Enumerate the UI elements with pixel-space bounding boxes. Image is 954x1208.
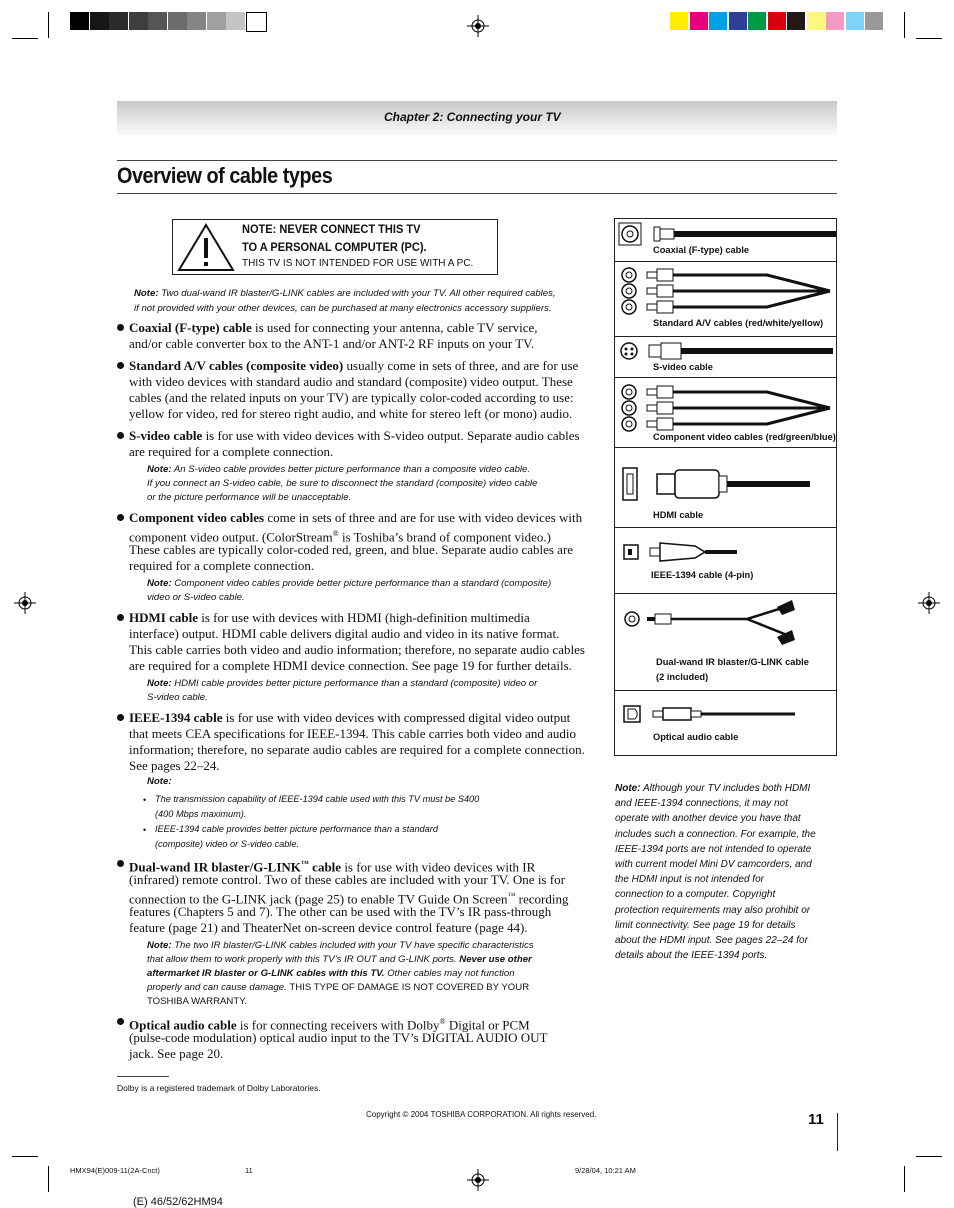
svideo-note-line2: If you connect an S-video cable, be sure to disconnect the standard (composite) video cable	[147, 478, 538, 489]
optical-line3: jack. See page 20.	[129, 1046, 224, 1061]
ieee-note-bullet: •	[143, 825, 147, 835]
slug-page: 11	[245, 1166, 253, 1175]
component-line3: These cables are typically color-coded red, green, and blue. Separate audio cables are	[129, 542, 574, 557]
glink-note-line5: TOSHIBA WARRANTY.	[147, 996, 248, 1007]
side-note-line: protection requirements may also prohibit or	[615, 904, 811, 916]
gray-swatch	[246, 12, 267, 32]
av-line3: cables (and the related inputs on your TV) are typically color-coded according to use:	[129, 390, 574, 405]
color-swatch	[670, 12, 688, 30]
title-rule-top	[117, 160, 837, 161]
panel-divider	[615, 593, 837, 594]
gray-swatch	[70, 12, 89, 30]
component-line4: required for a complete connection.	[129, 558, 315, 573]
hdmi-note: Note: HDMI cable provides better picture performance than a standard (composite) video or	[147, 678, 538, 689]
ieee-note-item1: The transmission capability of IEEE-1394 cable used with this TV must be S400	[155, 794, 480, 804]
registration-mark-icon	[467, 1169, 489, 1191]
glink-line1: Dual-wand IR blaster/G-LINK™ cable is for use with video devices with IR	[129, 859, 536, 875]
page-title: Overview of cable types	[117, 163, 333, 188]
svideo-cable-icon	[617, 340, 837, 362]
component-note: Note: Component video cables provide better picture performance than a standard (composite)	[147, 578, 552, 589]
side-note-line: about the HDMI input. See pages 22–24 for	[615, 935, 808, 947]
color-swatch	[729, 12, 747, 30]
cable-label-hdmi: HDMI cable	[653, 510, 704, 520]
side-note-line: includes such a connection. For example, the	[615, 828, 816, 840]
ieee-note-label: Note:	[147, 776, 172, 787]
side-note	[615, 781, 841, 963]
ieee-note-bullet: •	[143, 795, 147, 805]
panel-divider	[615, 261, 837, 262]
gray-swatch	[207, 12, 226, 30]
bullet-icon	[117, 614, 124, 621]
av-cables-icon	[617, 264, 837, 318]
svideo-note-line3: or the picture performance will be unacceptable.	[147, 492, 352, 503]
color-swatch	[807, 12, 825, 30]
warning-triangle-icon	[177, 223, 235, 272]
color-swatch	[768, 12, 786, 30]
side-note-line: and IEEE-1394 connections, it may not	[615, 798, 788, 810]
footnote: Dolby is a registered trademark of Dolby Laboratories.	[117, 1083, 321, 1093]
glink-note-line4: properly and can cause damage. THIS TYPE OF DAMAGE IS NOT COVERED BY YOUR	[147, 982, 530, 993]
bullet-icon	[117, 714, 124, 721]
ieee1394-cable-icon	[617, 540, 837, 566]
page-number: 11	[808, 1111, 824, 1128]
slug-file: HMX94(E)009-11(2A-Cnct)	[70, 1166, 160, 1175]
glink-note-line3: aftermarket IR blaster or G-LINK cables with this TV. Other cables may not function	[147, 968, 515, 979]
glink-note: Note: The two IR blaster/G-LINK cables included with your TV have specific characteristics	[147, 940, 534, 951]
svideo-note: Note: An S-video cable provides better picture performance than a composite video cable.	[147, 464, 531, 475]
side-note-line: IEEE-1394 ports are not intended to operate	[615, 843, 812, 855]
optical-line2: (pulse-code modulation) optical audio input to the TV’s DIGITAL AUDIO OUT	[129, 1030, 548, 1045]
coax-line1: Coaxial (F-type) cable is used for connecting your antenna, cable TV service,	[129, 320, 538, 335]
glink-line2: (infrared) remote control. Two of these cables are included with your TV. One is for	[129, 872, 565, 887]
gray-swatch	[90, 12, 109, 30]
color-swatch	[846, 12, 864, 30]
gray-swatch	[187, 12, 206, 30]
ieee-line2: that meets CEA specifications for IEEE-1394. This cable carries both video and audio	[129, 726, 577, 741]
glink-line5: feature (page 21) and TheaterNet on-screen device control feature (page 44).	[129, 920, 528, 935]
hdmi-line1: HDMI cable is for use with devices with HDMI (high-definition multimedia	[129, 610, 530, 625]
warning-heading-line1: NOTE: NEVER CONNECT THIS TV	[242, 222, 421, 236]
bullet-icon	[117, 362, 124, 369]
cable-label-av: Standard A/V cables (red/white/yellow)	[653, 318, 824, 328]
gray-swatch	[168, 12, 187, 30]
hdmi-line4: are required for a complete HDMI device connection. See page 19 for further details.	[129, 658, 572, 673]
panel-divider	[615, 336, 837, 337]
svideo-line1: S-video cable is for use with video devices with S-video output. Separate audio cables	[129, 428, 580, 443]
warning-subtext: THIS TV IS NOT INTENDED FOR USE WITH A PC.	[242, 258, 474, 269]
cable-label-coax: Coaxial (F-type) cable	[653, 245, 750, 255]
registration-mark-icon	[14, 592, 36, 614]
footnote-rule	[117, 1076, 169, 1077]
component-line1: Component video cables come in sets of three and are for use with video devices with	[129, 510, 583, 525]
side-note-line: connection to a computer. Copyright	[615, 889, 776, 901]
cable-label-glink: Dual-wand IR blaster/G-LINK cable	[656, 657, 809, 667]
side-note-line: Note: Although your TV includes both HDMI	[615, 783, 811, 794]
ieee-line4: See pages 22–24.	[129, 758, 220, 773]
bullet-icon	[117, 324, 124, 331]
glink-line4: features (Chapters 5 and 7). The other can be used with the TV’s IR pass-through	[129, 904, 552, 919]
registration-mark-icon	[918, 592, 940, 614]
intro-note: Note: Two dual-wand IR blaster/G-LINK cables are included with your TV. All other required cables,	[134, 288, 556, 299]
component-line2: component video output. (ColorStream® is Toshiba’s brand of component video.)	[129, 529, 551, 545]
side-note-line: details about the IEEE-1394 ports.	[615, 950, 768, 962]
slug-model: (E) 46/52/62HM94	[133, 1196, 223, 1208]
side-note-line: limit connectivity. See page 19 for details	[615, 919, 796, 931]
hdmi-note-line2: S-video cable.	[147, 692, 208, 703]
glink-note-line2: that allow them to work properly with this TV’s IR OUT and G-LINK ports. Never use other	[147, 954, 532, 965]
panel-divider	[615, 690, 837, 691]
component-cables-icon	[617, 381, 837, 435]
chapter-title: Chapter 2: Connecting your TV	[384, 110, 561, 124]
color-swatch	[690, 12, 708, 30]
gray-swatch	[226, 12, 245, 30]
ieee-line1: IEEE-1394 cable is for use with video devices with compressed digital video output	[129, 710, 571, 725]
av-line2: with video devices with standard audio and standard (composite) video output. These	[129, 374, 573, 389]
ieee-note-item1-line2: (400 Mbps maximum).	[155, 809, 247, 819]
component-note-line2: video or S-video cable.	[147, 592, 245, 603]
bullet-icon	[117, 432, 124, 439]
panel-divider	[615, 377, 837, 378]
warning-heading-line2: TO A PERSONAL COMPUTER (PC).	[242, 240, 427, 254]
page-number-rule	[837, 1113, 838, 1151]
bullet-icon	[117, 860, 124, 867]
glink-cable-icon	[617, 597, 837, 653]
panel-divider	[615, 527, 837, 528]
ieee-note-item2-line2: (composite) video or S-video cable.	[155, 839, 300, 849]
cable-label-ieee: IEEE-1394 cable (4-pin)	[651, 570, 754, 580]
optical-line1: Optical audio cable is for connecting receivers with Dolby® Digital or PCM	[129, 1017, 530, 1033]
gray-swatch	[148, 12, 167, 30]
side-note-line: with current model Mini DV camcorders, and	[615, 859, 812, 871]
av-line1: Standard A/V cables (composite video) usually come in sets of three, and are for use	[129, 358, 579, 373]
hdmi-cable-icon	[617, 462, 837, 506]
color-swatch	[748, 12, 766, 30]
intro-note-line2: if not provided with your other devices, can be purchased at many electronics accessory suppliers.	[134, 303, 552, 314]
ieee-line3: information; therefore, no separate audio cables are required for a complete connection.	[129, 742, 585, 757]
bullet-icon	[117, 514, 124, 521]
av-line4: yellow for video, red for stereo right audio, and white for stereo left (or mono) audio.	[129, 406, 573, 421]
hdmi-line2: interface) output. HDMI cable delivers digital audio and video in its native format.	[129, 626, 560, 641]
svideo-line2: are required for a complete connection.	[129, 444, 334, 459]
panel-divider	[615, 447, 837, 448]
color-swatch	[709, 12, 727, 30]
gray-swatch	[129, 12, 148, 30]
color-swatch	[787, 12, 805, 30]
color-swatch	[826, 12, 844, 30]
gray-swatch	[109, 12, 128, 30]
title-rule-bottom	[117, 193, 837, 194]
cable-label-component: Component video cables (red/green/blue)	[653, 432, 836, 442]
hdmi-line3: This cable carries both video and audio information; therefore, no separate audio cables	[129, 642, 585, 657]
cable-label-optical: Optical audio cable	[653, 732, 739, 742]
color-swatch	[865, 12, 883, 30]
registration-mark-icon	[467, 15, 489, 37]
coax-line2: and/or cable converter box to the ANT-1 and/or ANT-2 RF inputs on your TV.	[129, 336, 535, 351]
side-note-line: the HDMI input is not intended for	[615, 874, 764, 886]
bullet-icon	[117, 1018, 124, 1025]
cable-label-glink-line2: (2 included)	[656, 672, 709, 682]
side-note-line: operate with another device you have that	[615, 813, 801, 825]
ieee-note-item2: IEEE-1394 cable provides better picture performance than a standard	[155, 824, 438, 834]
optical-cable-icon	[617, 702, 837, 728]
cable-label-svideo: S-video cable	[653, 362, 713, 372]
copyright: Copyright © 2004 TOSHIBA CORPORATION. All rights reserved.	[366, 1110, 597, 1119]
slug-date: 9/28/04, 10:21 AM	[575, 1166, 636, 1175]
glink-line3: connection to the G-LINK jack (page 25) to enable TV Guide On Screen™ recording	[129, 891, 569, 907]
